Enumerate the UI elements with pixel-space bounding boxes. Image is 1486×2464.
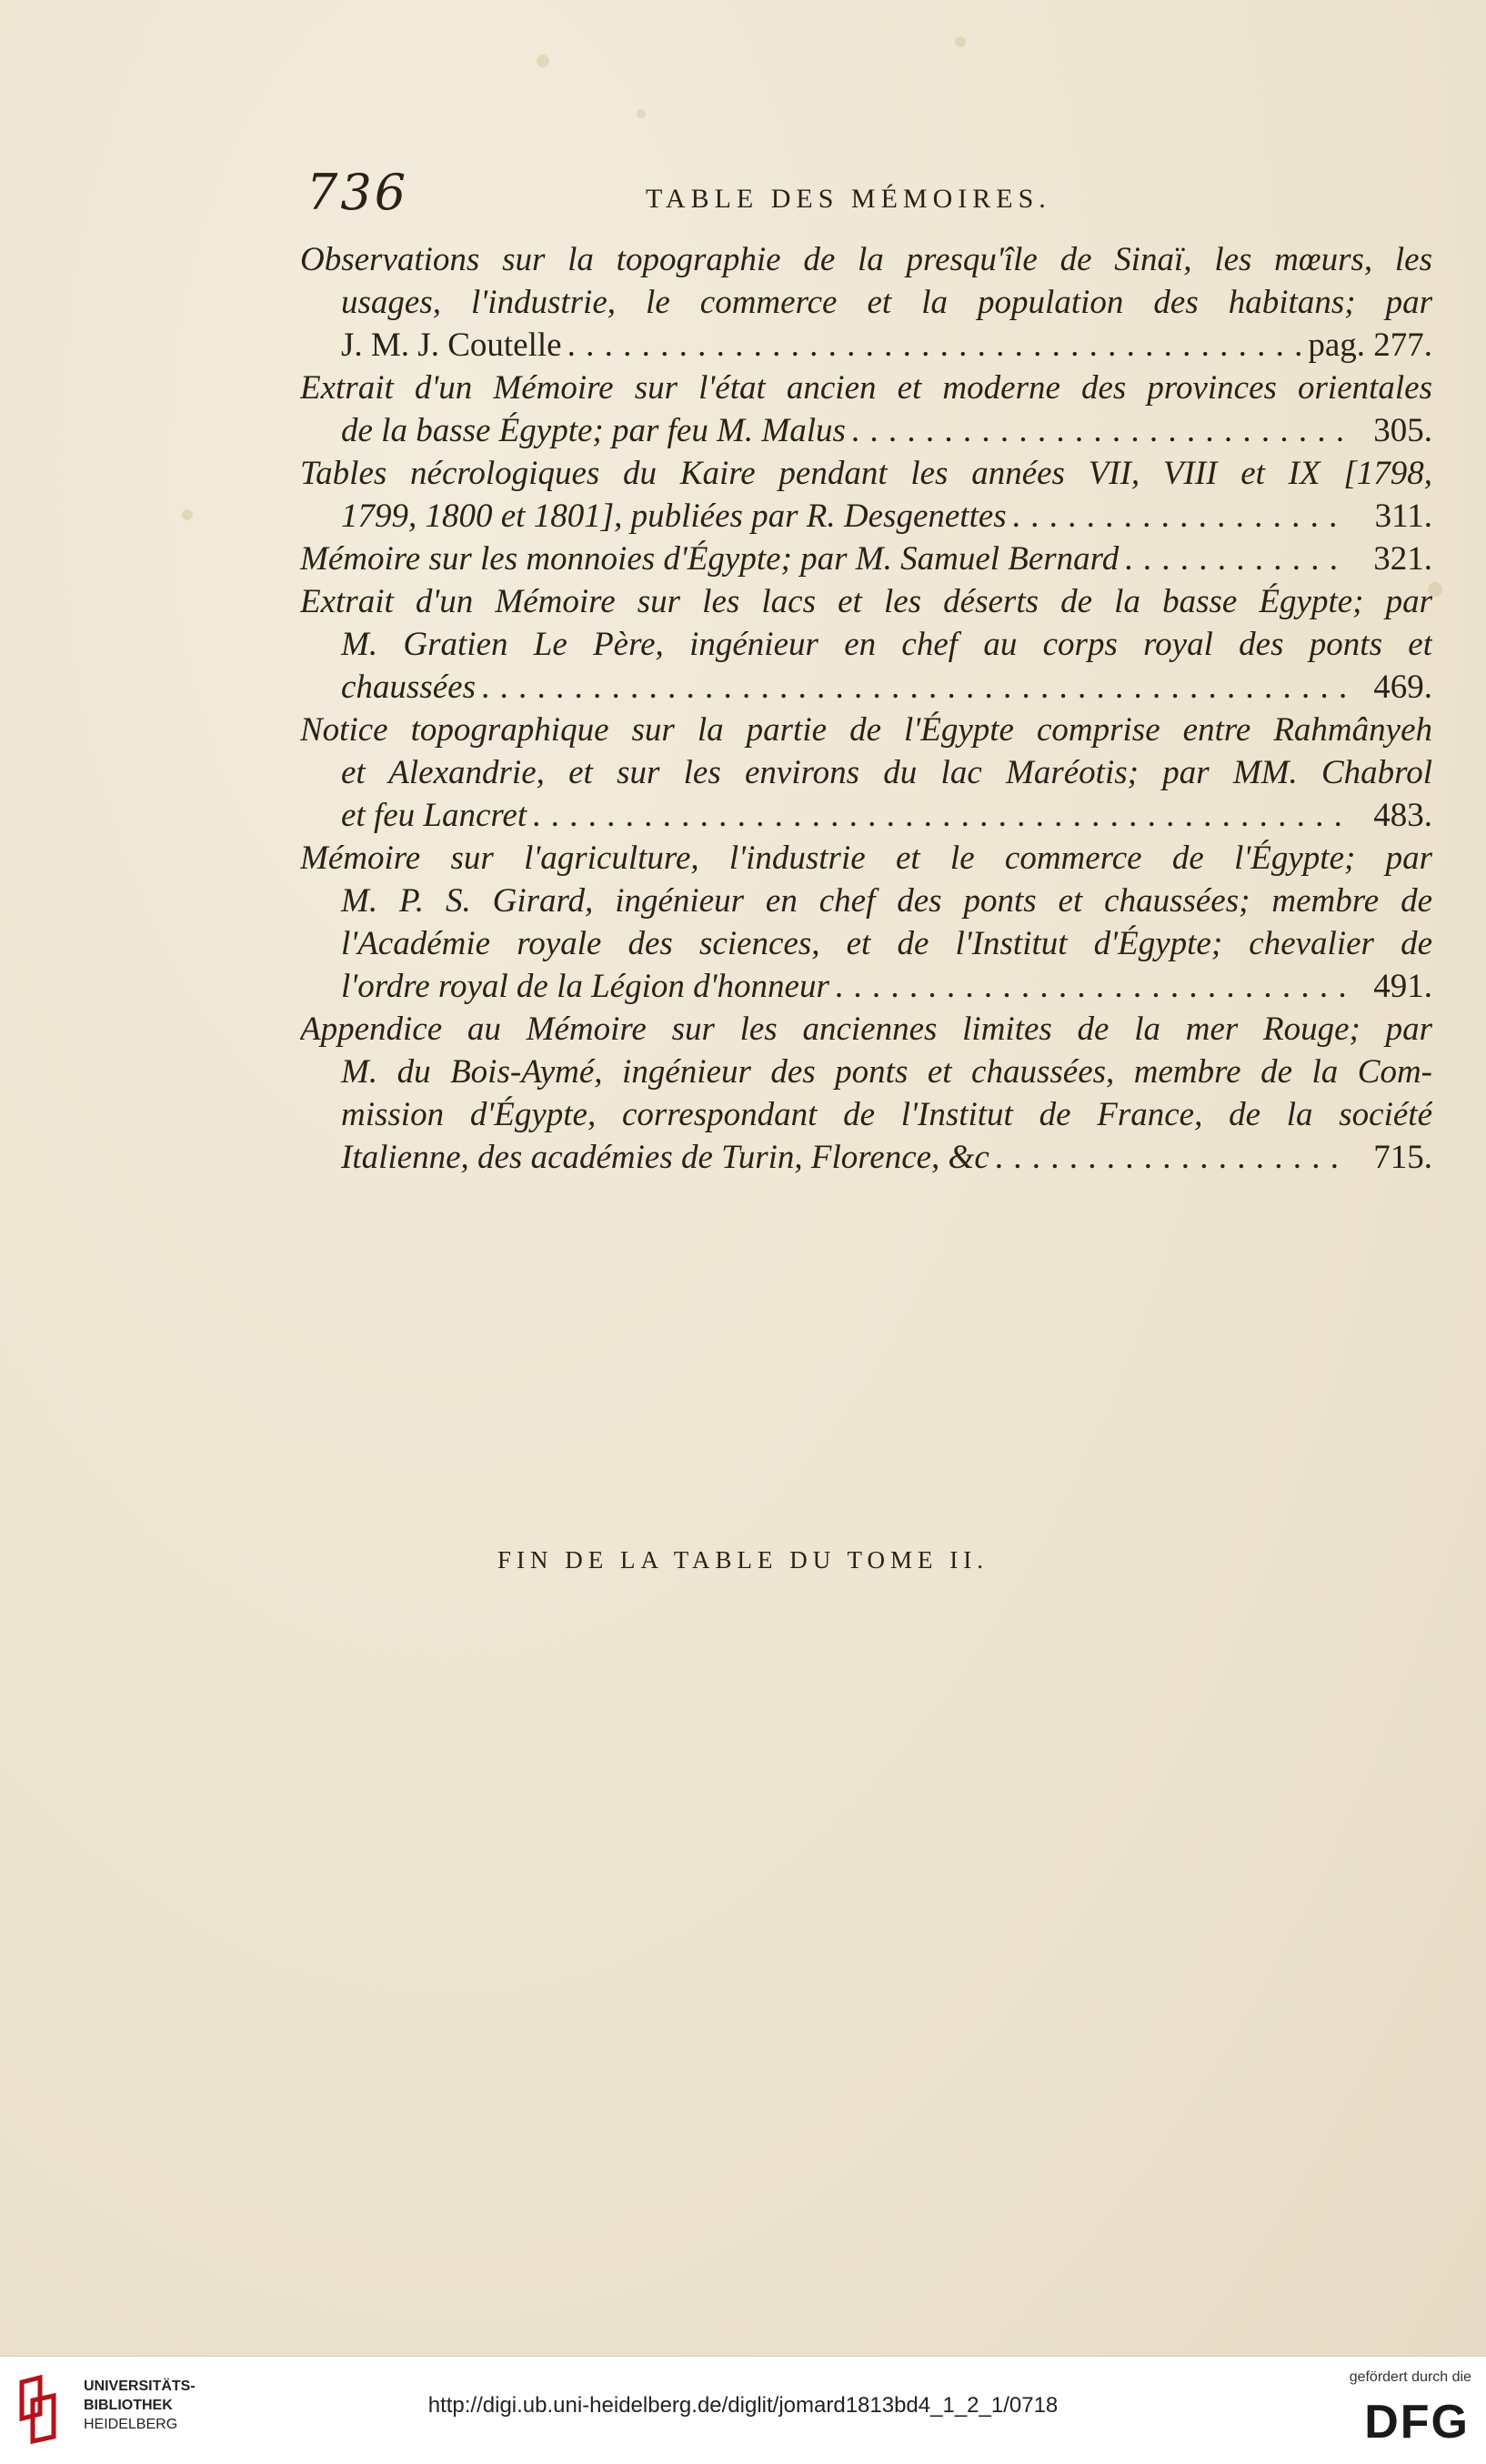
entry-line-last: Italienne, des académies de Turin, Florence, &c (341, 1139, 989, 1176)
leader-dots (567, 324, 1303, 367)
toc-entry (300, 837, 1432, 1008)
university-line: BIBLIOTHEK (84, 2398, 173, 2413)
toc-entry (300, 1008, 1432, 1179)
toc-entry (300, 709, 1432, 837)
entry-author: J. M. J. Coutelle (341, 327, 562, 364)
page-ref: 715. (1373, 1139, 1432, 1176)
entry-line: M. P. S. Girard, ingénieur en chef des ponts et chaussées; membre de (341, 882, 1432, 920)
entry-line: l'Académie royale des sciences, et de l'Institut d'Égypte; chevalier de (341, 925, 1432, 962)
leader-dots (851, 409, 1345, 452)
entry-line-last: chaussées (341, 669, 476, 706)
entry-line: Appendice au Mémoire sur les anciennes limites de la mer Rouge; par (300, 1011, 1432, 1048)
toc-entry (300, 538, 1432, 580)
page-ref: 491. (1373, 968, 1432, 1005)
dfg-logo: DFG (1364, 2396, 1470, 2449)
entry-line: M. du Bois-Aymé, ingénieur des ponts et chaussées, membre de la Com- (341, 1053, 1432, 1091)
entry-line: Extrait d'un Mémoire sur l'état ancien et moderne des provinces orientales (300, 369, 1432, 407)
leader-dots (995, 1136, 1345, 1179)
leader-dots (1012, 495, 1345, 538)
entry-line-last: de la basse Égypte; par feu M. Malus (341, 412, 846, 449)
university-line: HEIDELBERG (84, 2417, 178, 2432)
foxing-spot (537, 55, 549, 67)
page-ref: 483. (1373, 797, 1432, 834)
foxing-spot (955, 36, 966, 47)
foxing-spot (637, 109, 646, 118)
table-of-contents (300, 238, 1432, 1179)
leader-dots (835, 965, 1345, 1008)
entry-line: et Alexandrie, et sur les environs du lac Maréotis; par MM. Chabrol (341, 754, 1432, 791)
page-ref: 321. (1373, 540, 1432, 578)
entry-line: Tables nécrologiques du Kaire pendant les années VII, VIII et IX [1798, (300, 455, 1432, 492)
toc-entry (300, 452, 1432, 538)
entry-line: Mémoire sur l'agriculture, l'industrie et le commerce de l'Égypte; par (300, 840, 1432, 877)
permalink-url[interactable]: http://digi.ub.uni-heidelberg.de/diglit/jomard1813bd4_1_2_1/0718 (427, 2393, 1059, 2418)
entry-line: Extrait d'un Mémoire sur les lacs et les déserts de la basse Égypte; par (300, 583, 1432, 620)
page-number: 736 (306, 164, 409, 221)
foxing-spot (182, 509, 193, 520)
sponsor-text: gefördert durch die (1349, 2369, 1471, 2385)
toc-entry (300, 367, 1432, 452)
end-of-table: FIN DE LA TABLE DU TOME II. (497, 1546, 989, 1574)
leader-dots (481, 666, 1345, 709)
entry-line-last: l'ordre royal de la Légion d'honneur (341, 968, 829, 1005)
leader-dots (1124, 538, 1345, 580)
entry-line: Observations sur la topographie de la presqu'île de Sinaï, les mœurs, les (300, 241, 1432, 278)
entry-line-last: Mémoire sur les monnoies d'Égypte; par M. Samuel Bernard (300, 540, 1120, 578)
entry-line-last: et feu Lancret (341, 797, 527, 834)
page-header (296, 164, 1269, 221)
university-line: UNIVERSITÄTS- (84, 2379, 196, 2394)
page-ref: 469. (1373, 669, 1432, 706)
toc-entry (300, 238, 1432, 367)
page-ref: 305. (1373, 412, 1432, 449)
entry-line: mission d'Égypte, correspondant de l'Institut de France, de la société (341, 1096, 1432, 1133)
running-title: TABLE DES MÉMOIRES. (646, 184, 1051, 214)
entry-line: usages, l'industrie, le commerce et la population des habitans; par (341, 284, 1432, 321)
page-ref: 311. (1374, 498, 1432, 535)
toc-entry (300, 580, 1432, 709)
leader-dots (532, 794, 1345, 837)
page-ref: pag. 277. (1308, 327, 1432, 364)
viewer-footer (0, 2356, 1486, 2464)
entry-line: Notice topographique sur la partie de l'Égypte comprise entre Rahmânyeh (300, 711, 1432, 749)
entry-line-last: 1799, 1800 et 1801], publiées par R. Desgenettes (341, 498, 1007, 535)
entry-line: M. Gratien Le Père, ingénieur en chef au corps royal des ponts et (341, 626, 1432, 663)
